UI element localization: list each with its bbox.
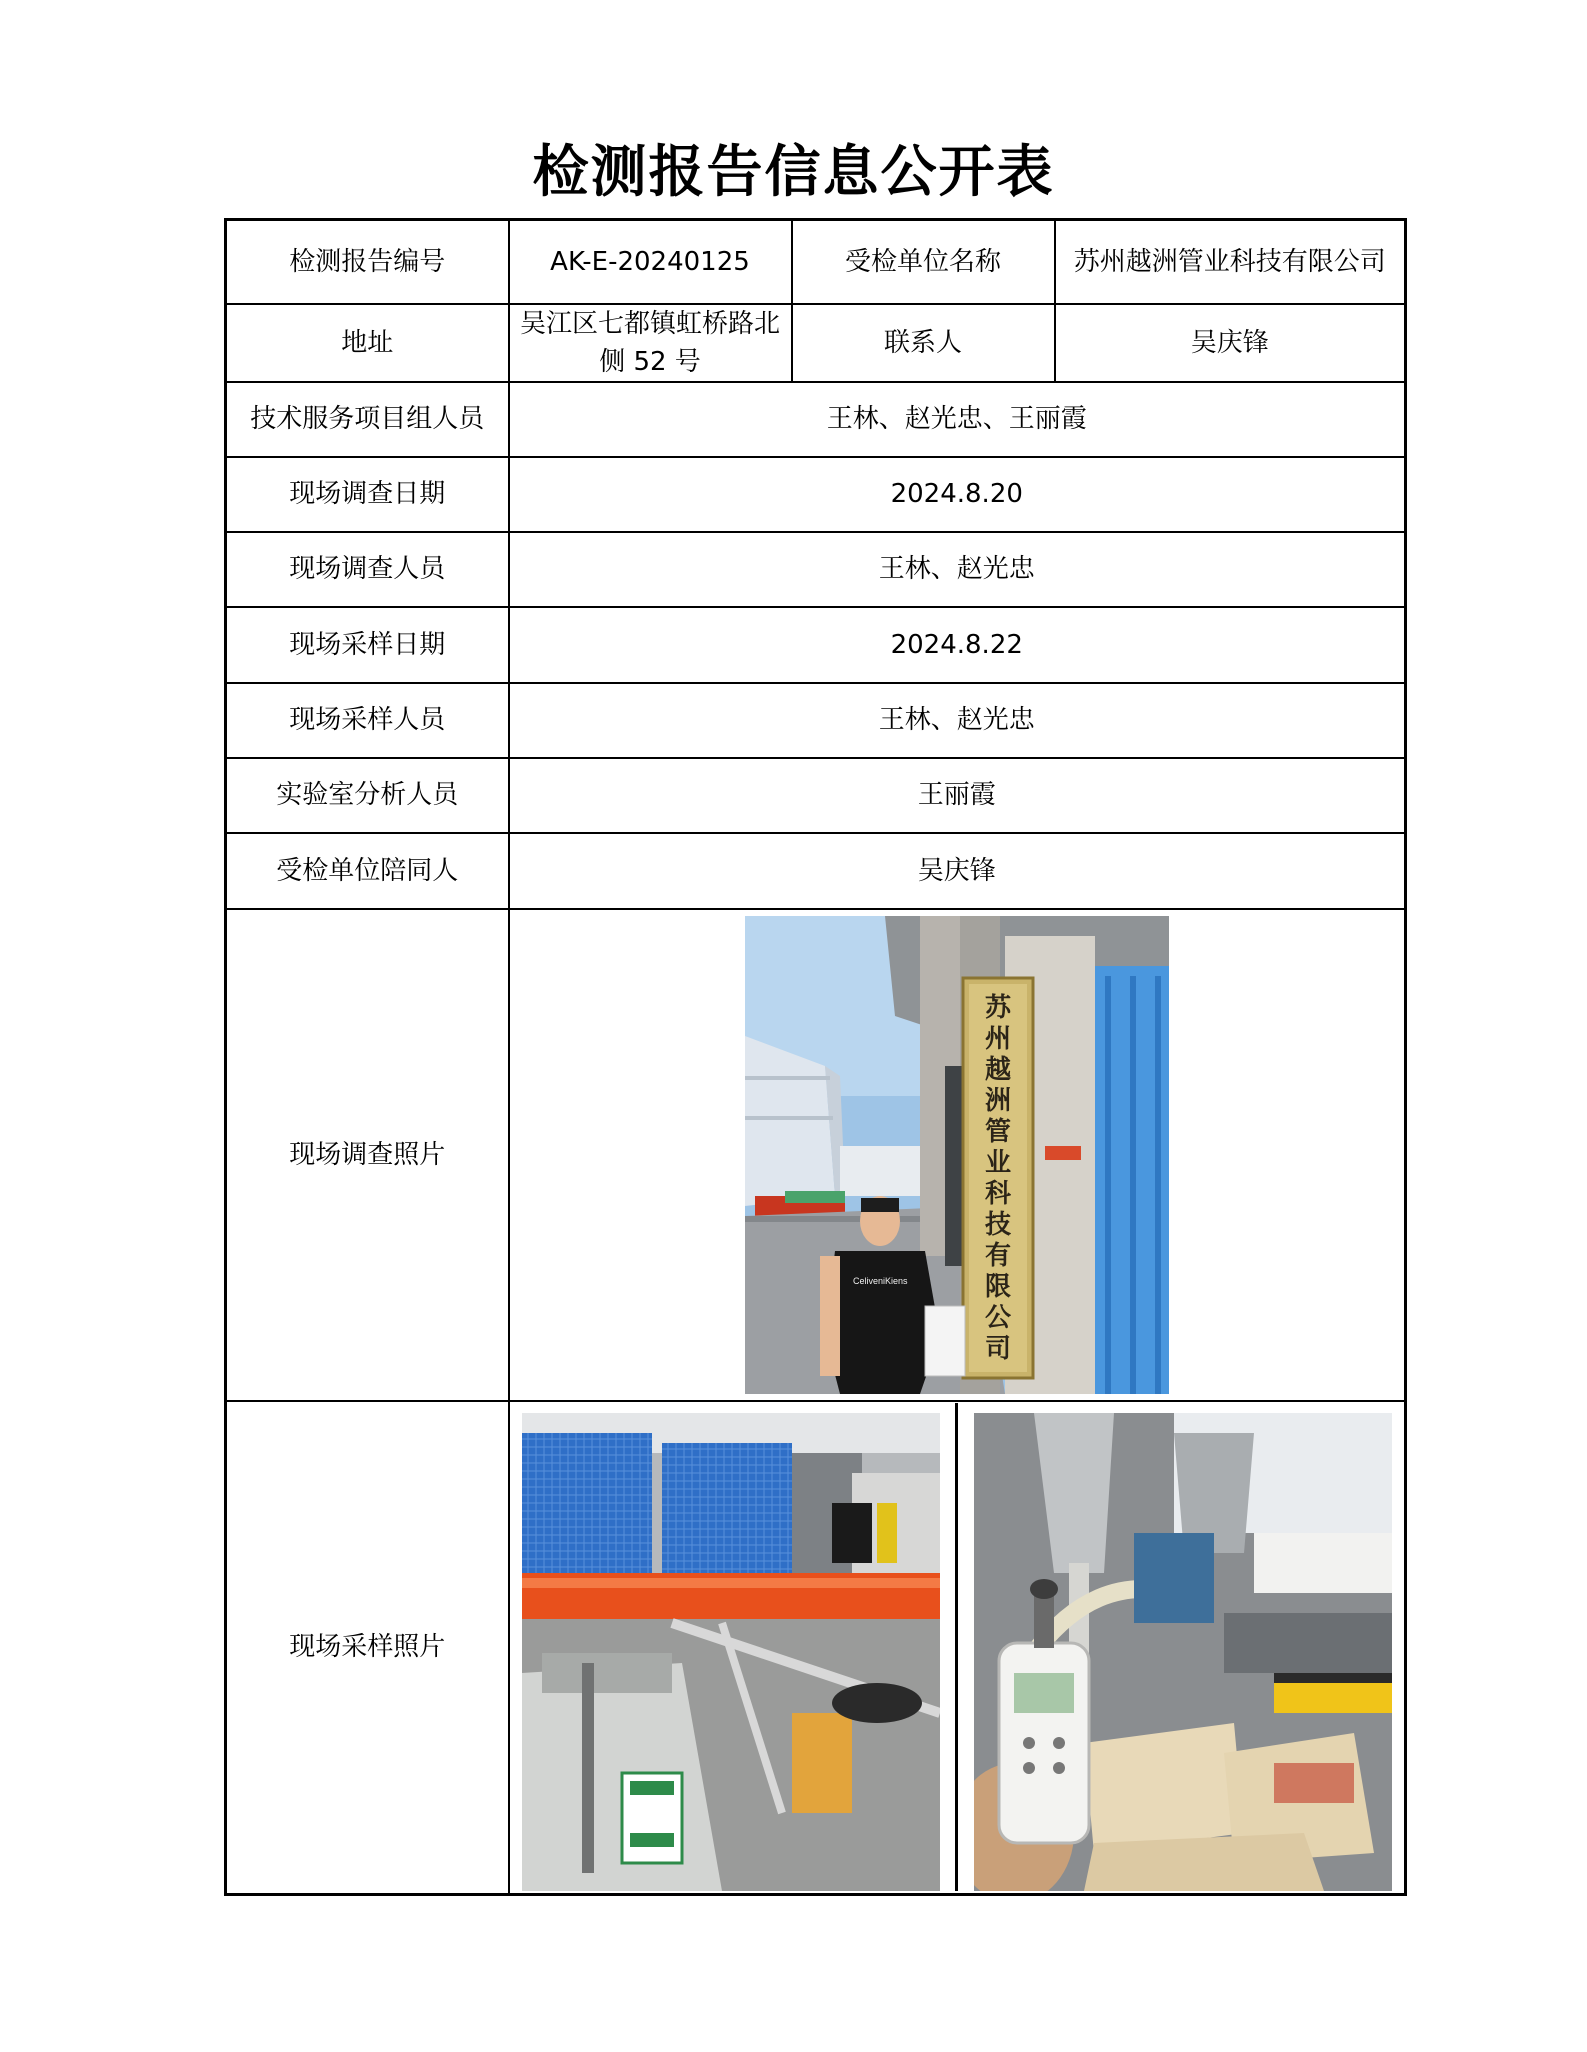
escort-label: 受检单位陪同人 [226, 833, 509, 909]
table-row [226, 304, 1406, 382]
report-no-value: AK-E-20240125 [509, 220, 792, 304]
sign-char: 技 [984, 1209, 1011, 1240]
shirt-print: CeliveniKiens [852, 1275, 908, 1286]
table-row [226, 833, 1406, 909]
sampling-staff-label: 现场采样人员 [226, 683, 509, 758]
sign-char: 越 [984, 1054, 1011, 1085]
sign-char: 有 [984, 1240, 1011, 1271]
sampling-date-value: 2024.8.22 [509, 607, 1406, 683]
unit-name-label: 受检单位名称 [792, 220, 1055, 304]
survey-date-value: 2024.8.20 [509, 457, 1406, 532]
survey-photo-cell [509, 909, 1406, 1401]
survey-staff-value: 王林、赵光忠 [509, 532, 1406, 607]
sign-char: 管 [984, 1116, 1011, 1147]
page-title: 检测报告信息公开表 [532, 140, 1055, 205]
team-value: 王林、赵光忠、王丽霞 [509, 382, 1406, 457]
contact-value: 吴庆锋 [1055, 304, 1406, 382]
sign-char: 州 [984, 1023, 1011, 1054]
sampling-staff-value: 王林、赵光忠 [509, 683, 1406, 758]
sign-char: 业 [984, 1147, 1011, 1178]
sampling-photo-left [522, 1413, 940, 1891]
sign-char: 限 [984, 1271, 1011, 1302]
sign-char: 司 [984, 1333, 1011, 1364]
report-table [224, 218, 1407, 1896]
table-row [226, 457, 1406, 532]
sign-char: 苏 [984, 992, 1011, 1023]
table-row [226, 532, 1406, 607]
survey-date-label: 现场调查日期 [226, 457, 509, 532]
table-row [226, 909, 1406, 1401]
photo-divider [955, 1403, 958, 1891]
table-row [226, 607, 1406, 683]
lab-staff-value: 王丽霞 [509, 758, 1406, 833]
sign-char: 科 [984, 1178, 1011, 1209]
table-row [226, 758, 1406, 833]
team-label: 技术服务项目组人员 [226, 382, 509, 457]
address-value: 吴江区七都镇虹桥路北侧 52 号 [509, 304, 792, 382]
lab-staff-label: 实验室分析人员 [226, 758, 509, 833]
address-label: 地址 [226, 304, 509, 382]
survey-photo [745, 916, 1169, 1394]
sign-char: 公 [984, 1302, 1011, 1333]
table-row [226, 1401, 1406, 1895]
table-row [226, 220, 1406, 304]
sampling-date-label: 现场采样日期 [226, 607, 509, 683]
survey-staff-label: 现场调查人员 [226, 532, 509, 607]
sampling-photo-cell [509, 1401, 1406, 1895]
unit-name-value: 苏州越洲管业科技有限公司 [1055, 220, 1406, 304]
escort-value: 吴庆锋 [509, 833, 1406, 909]
table-row [226, 382, 1406, 457]
report-no-label: 检测报告编号 [226, 220, 509, 304]
sign-char: 洲 [984, 1085, 1011, 1116]
contact-label: 联系人 [792, 304, 1055, 382]
sampling-photo-right [974, 1413, 1392, 1891]
table-row [226, 683, 1406, 758]
sampling-photo-label: 现场采样照片 [226, 1401, 509, 1895]
survey-photo-label: 现场调查照片 [226, 909, 509, 1401]
